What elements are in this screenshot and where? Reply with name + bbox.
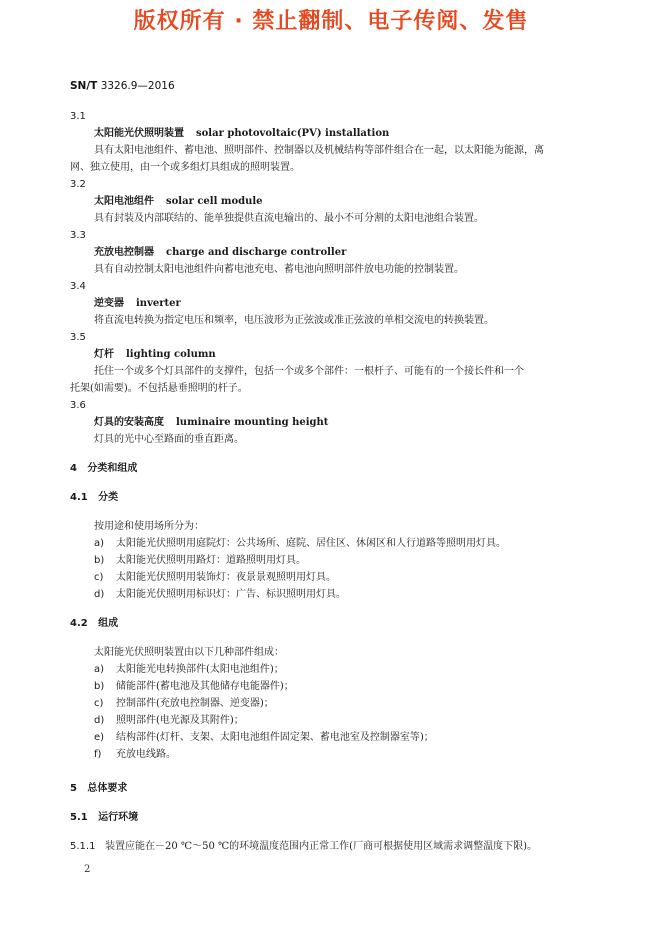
- standard-code-prefix: SN/T: [70, 80, 98, 92]
- page-number: 2: [84, 864, 91, 875]
- term-heading: [70, 125, 590, 142]
- list-text: 太阳能光伏照明用路灯：道路照明用灯具。: [116, 555, 306, 566]
- list-text: 太阳能光电转换部件(太阳电池组件)；: [116, 664, 284, 675]
- list-text: 太阳能光伏照明用标识灯：广告、标识照明用灯具。: [116, 589, 346, 600]
- list-item: [70, 535, 590, 552]
- term-heading: [70, 295, 590, 312]
- term-definition: 灯具的光中心至路面的垂直距离。: [94, 434, 244, 445]
- section-heading: [70, 780, 590, 797]
- term-definition-cont: 托架(如需要)。不包括悬垂照明的杆子。: [70, 383, 248, 394]
- term-cn: 灯杆: [94, 349, 114, 360]
- standard-code-number: 3326.9—2016: [97, 80, 175, 92]
- subsection-number: 5.1: [70, 812, 88, 823]
- subsection-number: 4.1: [70, 492, 88, 503]
- term-en: inverter: [136, 298, 181, 309]
- subsection-title: 组成: [98, 618, 119, 629]
- list-item: [70, 746, 590, 763]
- term-heading: [70, 244, 590, 261]
- list-label: a): [94, 664, 105, 675]
- clause-text: 装置应能在－20 ℃～50 ℃的环境温度范围内正常工作(厂商可根据使用区域需求调整温度下限)。: [105, 841, 537, 852]
- list-item: [70, 695, 590, 712]
- term-cn: 太阳能光伏照明装置: [94, 128, 184, 139]
- term-en: charge and discharge controller: [166, 247, 347, 258]
- term-cn: 逆变器: [94, 298, 124, 309]
- list-label: c): [94, 698, 104, 709]
- list-label: d): [94, 715, 105, 726]
- section-title: 分类和组成: [87, 463, 138, 474]
- term-number: 3.4: [70, 281, 86, 292]
- term-number: 3.3: [70, 230, 86, 241]
- paragraph: 按用途和使用场所分为：: [94, 521, 204, 532]
- list-label: a): [94, 538, 105, 549]
- subsection-heading: [70, 489, 590, 506]
- term-definition: 托住一个或多个灯具部件的支撑件，包括一个或多个部件：一根杆子、可能有的一个接长件和一个: [94, 366, 524, 377]
- list-label: e): [94, 732, 105, 743]
- term-en: luminaire mounting height: [176, 417, 329, 428]
- term-en: solar cell module: [166, 196, 263, 207]
- term-heading: [70, 414, 590, 431]
- section-heading: [70, 460, 590, 477]
- term-cn: 太阳电池组件: [94, 196, 154, 207]
- subsection-number: 4.2: [70, 618, 88, 629]
- list-label: c): [94, 572, 104, 583]
- term-heading: [70, 346, 590, 363]
- term-cn: 灯具的安装高度: [94, 417, 164, 428]
- subsection-title: 运行环境: [98, 812, 139, 823]
- subsection-heading: [70, 615, 590, 632]
- term-en: solar photovoltaic(PV) installation: [196, 128, 390, 139]
- list-text: 太阳能光伏照明用装饰灯：夜景景观照明用灯具。: [116, 572, 336, 583]
- section-number: 5: [70, 783, 77, 794]
- list-item: [70, 569, 590, 586]
- list-item: [70, 729, 590, 746]
- document-body: [70, 108, 590, 855]
- term-definition: 具有封装及内部联结的、能单独提供直流电输出的、最小不可分割的太阳电池组合装置。: [94, 213, 484, 224]
- list-item: [70, 712, 590, 729]
- list-text: 控制部件(充放电控制器、逆变器)；: [116, 698, 274, 709]
- list-item: [70, 586, 590, 603]
- list-item: [70, 661, 590, 678]
- list-text: 太阳能光伏照明用庭院灯：公共场所、庭院、居住区、休闲区和人行道路等照明用灯具。: [116, 538, 506, 549]
- list-item: [70, 552, 590, 569]
- list-text: 充放电线路。: [116, 749, 176, 760]
- term-number: 3.5: [70, 332, 86, 343]
- paragraph: 太阳能光伏照明装置由以下几种部件组成：: [94, 647, 284, 658]
- term-number: 3.2: [70, 179, 86, 190]
- list-label: b): [94, 681, 105, 692]
- term-definition: 将直流电转换为指定电压和频率，电压波形为正弦波或准正弦波的单相交流电的转换装置。: [94, 315, 494, 326]
- list-text: 结构部件(灯杆、支架、太阳电池组件固定架、蓄电池室及控制器室等)；: [116, 732, 434, 743]
- term-cn: 充放电控制器: [94, 247, 154, 258]
- section-number: 4: [70, 463, 77, 474]
- clause: [70, 838, 590, 855]
- term-definition-cont: 网、独立使用，由一个或多组灯具组成的照明装置。: [70, 162, 300, 173]
- list-text: 照明部件(电光源及其附件)；: [116, 715, 244, 726]
- list-item: [70, 678, 590, 695]
- copyright-banner: 版权所有 · 禁止翻制、电子传阅、发售: [133, 9, 529, 34]
- clause-number: 5.1.1: [70, 841, 96, 852]
- section-title: 总体要求: [87, 783, 128, 794]
- list-label: b): [94, 555, 105, 566]
- subsection-heading: [70, 809, 590, 826]
- term-definition: 具有太阳电池组件、蓄电池、照明部件、控制器以及机械结构等部件组合在一起，以太阳能为能源，离: [94, 145, 544, 156]
- term-en: lighting column: [126, 349, 216, 360]
- term-definition: 具有自动控制太阳电池组件向蓄电池充电、蓄电池向照明部件放电功能的控制装置。: [94, 264, 464, 275]
- list-label: f): [94, 749, 102, 760]
- standard-code: [70, 80, 175, 92]
- list-text: 储能部件(蓄电池及其他储存电能器件)；: [116, 681, 294, 692]
- term-number: 3.6: [70, 400, 86, 411]
- term-number: 3.1: [70, 111, 86, 122]
- subsection-title: 分类: [98, 492, 119, 503]
- term-heading: [70, 193, 590, 210]
- list-label: d): [94, 589, 105, 600]
